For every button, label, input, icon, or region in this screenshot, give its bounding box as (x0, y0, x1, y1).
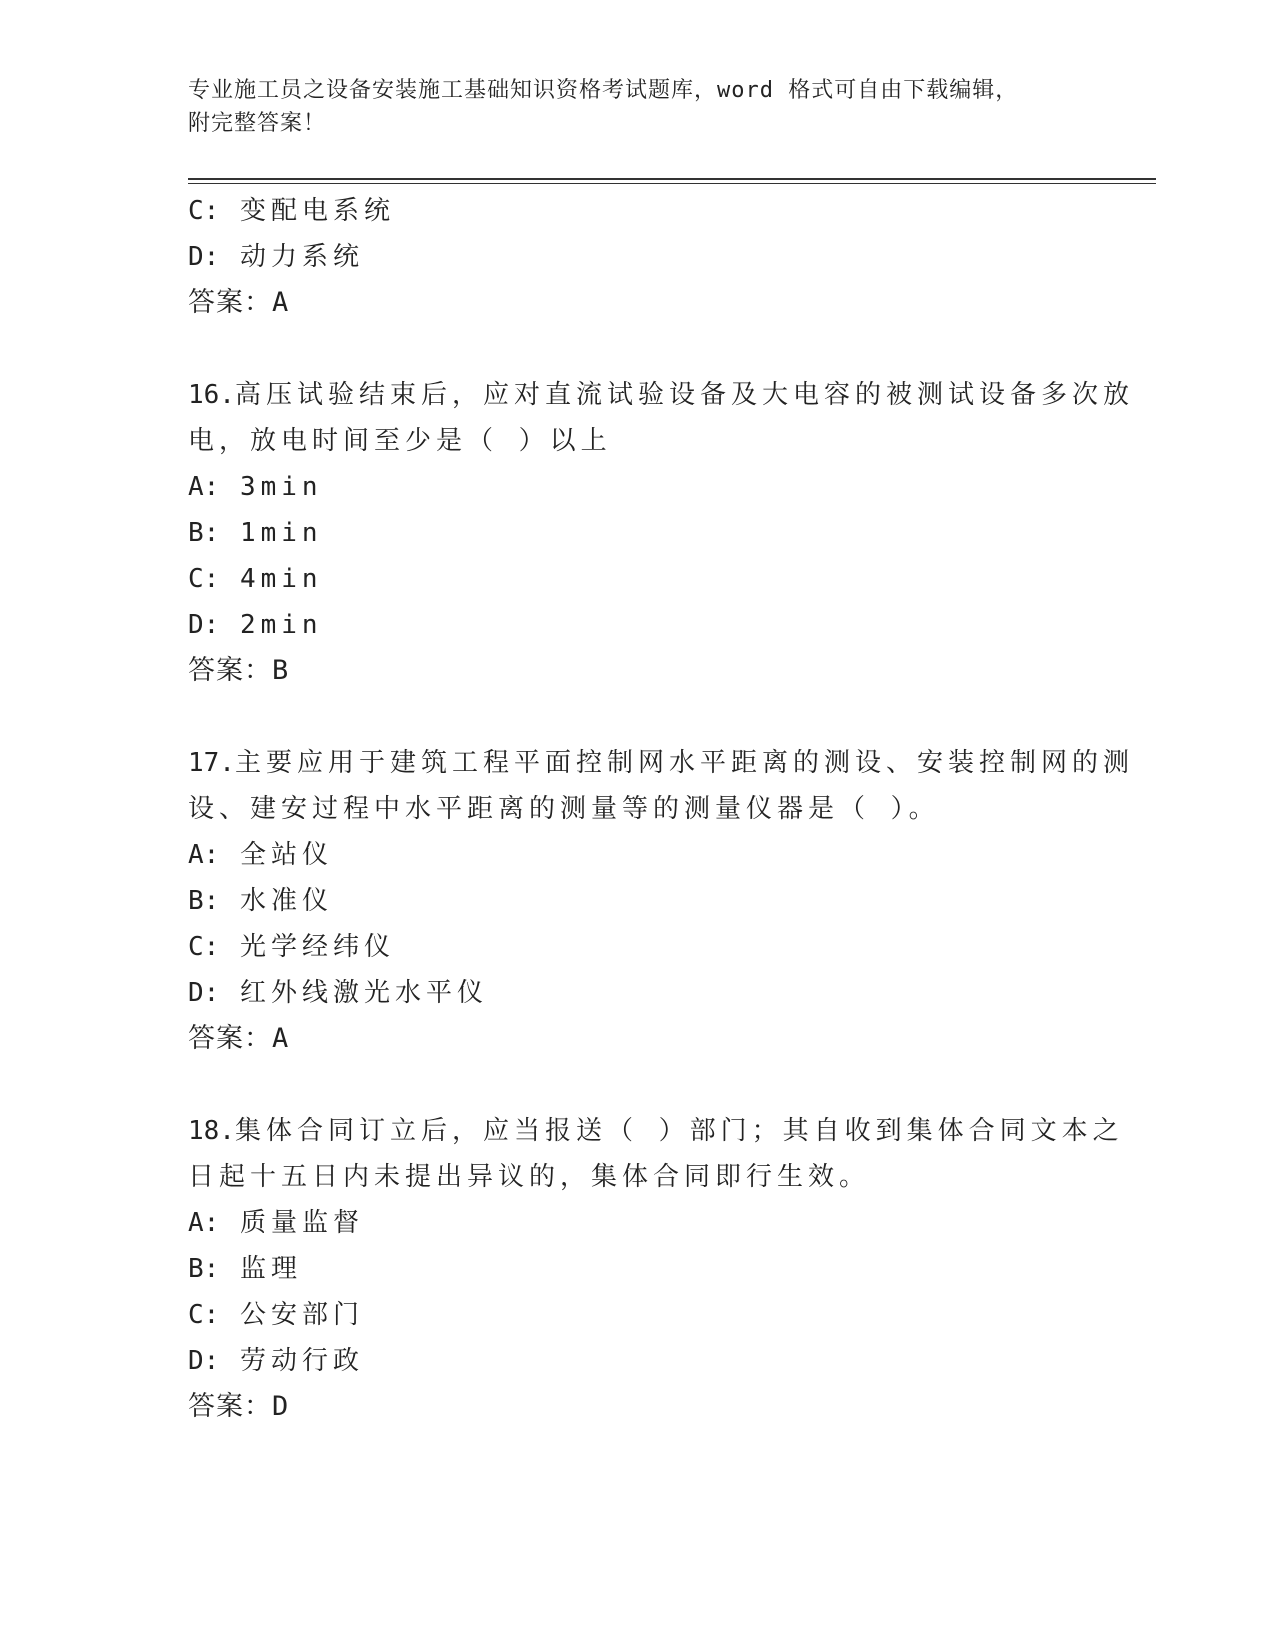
question-text: 设、建安过程中水平距离的测量等的测量仪器是（ ）。 (188, 794, 940, 824)
spacer (188, 326, 1088, 372)
answer-line: 答案：B (188, 655, 290, 686)
question-number: 18. (188, 1116, 235, 1146)
option-b (188, 878, 1088, 924)
question-line: 主要应用于建筑工程平面控制网水平距离的测设、安装控制网的测 (234, 748, 1134, 778)
option-prefix: C: (188, 932, 220, 962)
header-line: 专业施工员之设备安装施工基础知识资格考试题库，word 格式可自由下载编辑， (188, 78, 1019, 103)
option-a (188, 464, 1088, 510)
question-text (188, 740, 1134, 786)
option-prefix: A: (188, 1208, 220, 1238)
question-number: 16. (188, 380, 235, 410)
option-text: 水准仪 (239, 886, 333, 916)
answer-line: 答案：A (188, 287, 290, 318)
spacer (188, 694, 1088, 740)
option-c (188, 188, 1088, 234)
option-prefix: D: (188, 610, 220, 640)
option-b (188, 1246, 1088, 1292)
question-list (188, 188, 1134, 1430)
answer-line: 答案：D (188, 1391, 290, 1422)
header-divider (188, 178, 1156, 180)
option-text: 红外线激光水平仪 (239, 978, 488, 1008)
option-text: 3min (239, 472, 323, 502)
option-prefix: B: (188, 886, 220, 916)
option-prefix: B: (188, 518, 220, 548)
option-prefix: D: (188, 1346, 220, 1376)
question-line: 集体合同订立后，应当报送（ ）部门；其自收到集体合同文本之 (234, 1116, 1124, 1146)
option-prefix: A: (188, 472, 220, 502)
question-number: 17. (188, 748, 235, 778)
question-text: 日起十五日内未提出异议的，集体合同即行生效。 (188, 1162, 871, 1192)
option-prefix: D: (188, 978, 220, 1008)
option-prefix: C: (188, 564, 220, 594)
option-text: 4min (239, 564, 323, 594)
option-text: 动力系统 (239, 242, 364, 272)
option-text: 质量监督 (239, 1208, 364, 1238)
option-prefix: C: (188, 196, 220, 226)
option-b (188, 510, 1088, 556)
option-text: 公安部门 (239, 1300, 364, 1330)
option-text: 全站仪 (239, 840, 333, 870)
option-a (188, 1200, 1088, 1246)
option-prefix: B: (188, 1254, 220, 1284)
option-d (188, 970, 1088, 1016)
option-c (188, 924, 1088, 970)
question-line: 高压试验结束后，应对直流试验设备及大电容的被测试设备多次放 (234, 380, 1134, 410)
option-prefix: D: (188, 242, 220, 272)
option-text: 1min (239, 518, 323, 548)
option-text: 变配电系统 (239, 196, 395, 226)
option-prefix: A: (188, 840, 220, 870)
option-d (188, 234, 1088, 280)
option-prefix: C: (188, 1300, 220, 1330)
question-text (188, 1108, 1124, 1154)
option-text: 光学经纬仪 (239, 932, 395, 962)
header-line: 附完整答案！ (188, 111, 327, 136)
option-a (188, 832, 1088, 878)
question-text (188, 372, 1134, 418)
answer-line: 答案：A (188, 1023, 290, 1054)
question-text: 电，放电时间至少是（ ）以上 (188, 426, 612, 456)
option-text: 监理 (239, 1254, 302, 1284)
header-divider (188, 183, 1156, 184)
option-d (188, 602, 1088, 648)
option-c (188, 1292, 1088, 1338)
spacer (188, 1062, 1088, 1108)
option-text: 劳动行政 (239, 1346, 364, 1376)
option-d (188, 1338, 1088, 1384)
option-text: 2min (239, 610, 323, 640)
page-header (188, 74, 1068, 140)
option-c (188, 556, 1088, 602)
